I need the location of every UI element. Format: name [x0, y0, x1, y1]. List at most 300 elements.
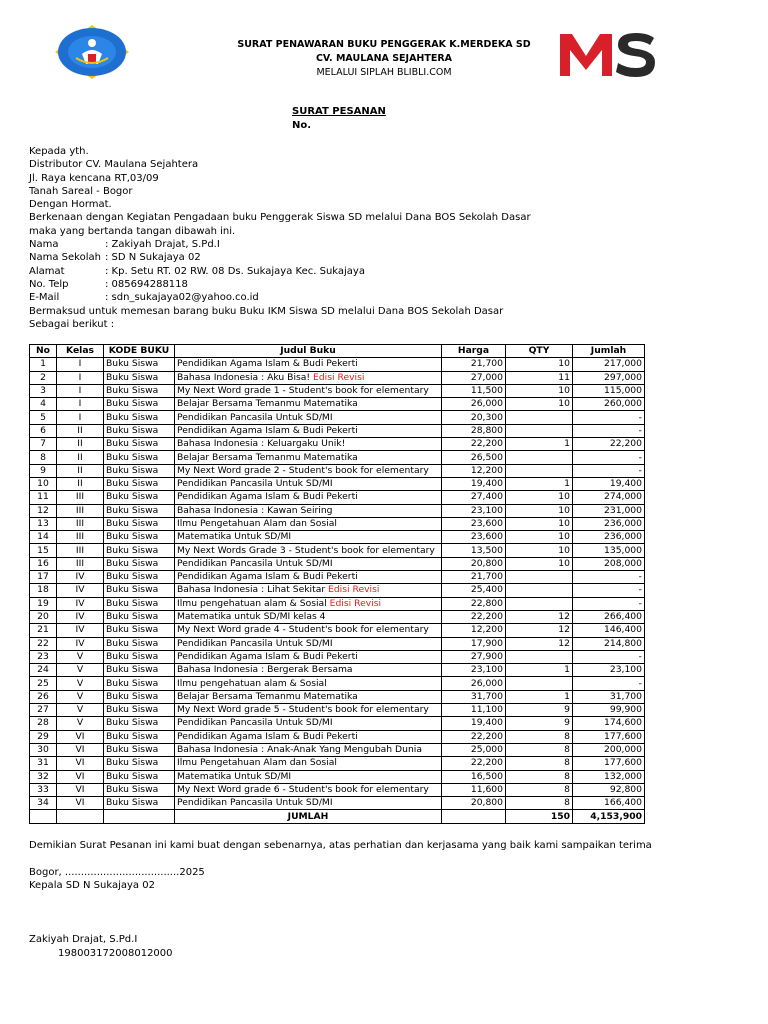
cell-harga: 22,200: [442, 610, 506, 623]
cell-judul-buku: [175, 757, 442, 770]
cell-harga: 27,400: [442, 491, 506, 504]
cell-kode-buku: Buku Siswa: [104, 770, 175, 783]
cell-kelas: VI: [57, 770, 104, 783]
header-kode-buku: KODE BUKU: [104, 345, 175, 358]
address-line: Distributor CV. Maulana Sejahtera: [29, 159, 199, 170]
cell-kelas: I: [57, 398, 104, 411]
cell-judul-buku: [175, 371, 442, 384]
cell-harga: 22,200: [442, 757, 506, 770]
cell-harga: 21,700: [442, 358, 506, 371]
cell-no: 29: [30, 730, 57, 743]
cell-kode-buku: Buku Siswa: [104, 464, 175, 477]
cell-no: 24: [30, 664, 57, 677]
cell-kelas: VI: [57, 743, 104, 756]
cell-judul-buku: [175, 610, 442, 623]
cell-judul-buku: [175, 504, 442, 517]
cell-kode-buku: Buku Siswa: [104, 557, 175, 570]
cell-harga: 16,500: [442, 770, 506, 783]
cell-kode-buku: Buku Siswa: [104, 438, 175, 451]
table-row: [30, 491, 645, 504]
cell-qty: 10: [506, 358, 573, 371]
cell-qty: 12: [506, 637, 573, 650]
field-value-nama: : Zakiyah Drajat, S.Pd.I: [105, 239, 220, 250]
cell-harga: 25,000: [442, 743, 506, 756]
cell-kelas: V: [57, 717, 104, 730]
table-row: [30, 371, 645, 384]
cell-kelas: V: [57, 704, 104, 717]
header-line-1: SURAT PENAWARAN BUKU PENGGERAK K.MERDEKA SD: [237, 39, 531, 50]
cell-qty: 10: [506, 557, 573, 570]
cell-no: 11: [30, 491, 57, 504]
cell-qty: 10: [506, 517, 573, 530]
cell-judul-buku: [175, 464, 442, 477]
table-row: [30, 517, 645, 530]
cell-kelas: V: [57, 677, 104, 690]
table-row: [30, 531, 645, 544]
cell-kelas: III: [57, 491, 104, 504]
cell-harga: 27,000: [442, 371, 506, 384]
cell-no: 31: [30, 757, 57, 770]
cell-qty: 1: [506, 664, 573, 677]
cell-kode-buku: Buku Siswa: [104, 398, 175, 411]
table-row: [30, 571, 645, 584]
cell-qty: [506, 571, 573, 584]
cell-harga: 11,600: [442, 783, 506, 796]
cell-kode-buku: Buku Siswa: [104, 637, 175, 650]
header-judul-buku: Judul Buku: [175, 345, 442, 358]
cell-harga: 27,900: [442, 650, 506, 663]
cell-judul-buku: [175, 491, 442, 504]
judul-text: Ilmu pengehatuan alam & Sosial: [177, 677, 327, 689]
cell-qty: [506, 677, 573, 690]
judul-text: Pendidikan Agama Islam & Budi Pekerti: [177, 650, 358, 662]
cell-no: 15: [30, 544, 57, 557]
cell-no: 17: [30, 571, 57, 584]
table-row: [30, 650, 645, 663]
table-row: [30, 743, 645, 756]
cell-kode-buku: Buku Siswa: [104, 477, 175, 490]
cell-kode-buku: Buku Siswa: [104, 730, 175, 743]
cell-qty: [506, 597, 573, 610]
table-row: [30, 677, 645, 690]
cell-kelas: IV: [57, 610, 104, 623]
judul-text: My Next Word grade 4 - Student's book for elementary: [177, 624, 429, 636]
cell-kelas: V: [57, 664, 104, 677]
cell-harga: 19,400: [442, 477, 506, 490]
cell-harga: 26,500: [442, 451, 506, 464]
header-jumlah: Jumlah: [573, 345, 645, 358]
cell-harga: 20,800: [442, 797, 506, 810]
cell-kelas: III: [57, 517, 104, 530]
cell-harga: 11,100: [442, 704, 506, 717]
cell-qty: 1: [506, 438, 573, 451]
cell-jumlah: 115,000: [573, 384, 645, 397]
document-number: No.: [292, 120, 312, 131]
cell-kode-buku: Buku Siswa: [104, 797, 175, 810]
cell-qty: 8: [506, 743, 573, 756]
cell-no: 5: [30, 411, 57, 424]
total-spacer: [104, 810, 175, 823]
cell-kelas: V: [57, 690, 104, 703]
cell-jumlah: 146,400: [573, 624, 645, 637]
edisi-revisi-note: Edisi Revisi: [313, 371, 365, 383]
cell-jumlah: 214,800: [573, 637, 645, 650]
judul-text: Ilmu Pengetahuan Alam dan Sosial: [177, 518, 337, 529]
cell-harga: 19,400: [442, 717, 506, 730]
cell-kelas: VI: [57, 783, 104, 796]
cell-jumlah: -: [573, 677, 645, 690]
cell-qty: 1: [506, 477, 573, 490]
cell-kelas: V: [57, 650, 104, 663]
table-row: [30, 637, 645, 650]
cell-qty: [506, 451, 573, 464]
cell-judul-buku: [175, 624, 442, 637]
cell-qty: 11: [506, 371, 573, 384]
table-row: [30, 438, 645, 451]
cell-no: 4: [30, 398, 57, 411]
cell-kode-buku: Buku Siswa: [104, 491, 175, 504]
cell-no: 19: [30, 597, 57, 610]
signature-nip: 198003172008012000: [58, 948, 173, 959]
cell-qty: 8: [506, 757, 573, 770]
table-total-row: [30, 810, 645, 823]
cell-judul-buku: [175, 557, 442, 570]
cell-harga: 11,500: [442, 384, 506, 397]
cell-harga: 21,700: [442, 571, 506, 584]
cell-kelas: II: [57, 438, 104, 451]
field-value-telp: : 085694288118: [105, 279, 188, 290]
cell-harga: 23,600: [442, 531, 506, 544]
table-row: [30, 730, 645, 743]
field-label-nama: Nama: [29, 239, 59, 250]
cell-jumlah: 231,000: [573, 504, 645, 517]
cell-no: 28: [30, 717, 57, 730]
cell-kode-buku: Buku Siswa: [104, 624, 175, 637]
cell-qty: 10: [506, 544, 573, 557]
header-line-2: CV. MAULANA SEJAHTERA: [315, 53, 453, 64]
cell-judul-buku: [175, 664, 442, 677]
address-line: Kepada yth.: [29, 146, 89, 157]
cell-no: 2: [30, 371, 57, 384]
cell-qty: 10: [506, 504, 573, 517]
cell-jumlah: 274,000: [573, 491, 645, 504]
judul-text: My Next Word grade 1 - Student's book for elementary: [177, 385, 429, 397]
cell-kelas: III: [57, 531, 104, 544]
table-row: [30, 704, 645, 717]
field-label-sekolah: Nama Sekolah: [29, 252, 101, 263]
total-spacer: [442, 810, 506, 823]
table-row: [30, 384, 645, 397]
address-line: Tanah Sareal - Bogor: [29, 186, 133, 197]
judul-text: Pendidikan Agama Islam & Budi Pekerti: [177, 358, 358, 370]
cell-harga: 26,000: [442, 677, 506, 690]
cell-kode-buku: Buku Siswa: [104, 677, 175, 690]
table-row: [30, 584, 645, 597]
cell-kode-buku: Buku Siswa: [104, 610, 175, 623]
field-label-email: E-Mail: [29, 292, 60, 303]
cell-no: 21: [30, 624, 57, 637]
cell-jumlah: -: [573, 571, 645, 584]
cell-no: 34: [30, 797, 57, 810]
signature-name: Zakiyah Drajat, S.Pd.I: [29, 934, 138, 945]
cell-judul-buku: [175, 571, 442, 584]
cell-harga: 22,800: [442, 597, 506, 610]
cell-judul-buku: [175, 584, 442, 597]
cell-jumlah: -: [573, 464, 645, 477]
table-row: [30, 424, 645, 437]
cell-no: 33: [30, 783, 57, 796]
cell-kode-buku: Buku Siswa: [104, 571, 175, 584]
total-spacer: [57, 810, 104, 823]
cell-jumlah: -: [573, 451, 645, 464]
cell-no: 13: [30, 517, 57, 530]
cell-no: 9: [30, 464, 57, 477]
cell-judul-buku: [175, 743, 442, 756]
cell-kode-buku: Buku Siswa: [104, 664, 175, 677]
cell-kelas: II: [57, 424, 104, 437]
cell-qty: 8: [506, 797, 573, 810]
cell-qty: 9: [506, 717, 573, 730]
purpose-line: Sebagai berikut :: [29, 319, 115, 330]
cell-kelas: I: [57, 384, 104, 397]
cell-harga: 31,700: [442, 690, 506, 703]
cell-judul-buku: [175, 411, 442, 424]
cell-judul-buku: [175, 704, 442, 717]
cell-kelas: VI: [57, 730, 104, 743]
judul-text: My Next Word grade 2 - Student's book for elementary: [177, 464, 429, 476]
table-row: [30, 358, 645, 371]
judul-text: Pendidikan Pancasila Untuk SD/MI: [177, 797, 333, 809]
address-line: maka yang bertanda tangan dibawah ini.: [29, 226, 236, 237]
field-label-alamat: Alamat: [29, 266, 65, 277]
table-body: [30, 358, 645, 810]
cell-no: 12: [30, 504, 57, 517]
field-value-alamat: : Kp. Setu RT. 02 RW. 08 Ds. Sukajaya Kec. Sukajaya: [105, 266, 365, 277]
cell-kelas: IV: [57, 571, 104, 584]
table-header-row: [30, 345, 645, 358]
table-row: [30, 783, 645, 796]
table-row: [30, 451, 645, 464]
cell-jumlah: 99,900: [573, 704, 645, 717]
cell-judul-buku: [175, 677, 442, 690]
judul-text: Ilmu pengehatuan alam & Sosial: [177, 597, 330, 609]
total-jumlah: 4,153,900: [573, 810, 645, 823]
cell-qty: 10: [506, 491, 573, 504]
cell-judul-buku: [175, 770, 442, 783]
header-kelas: Kelas: [57, 345, 104, 358]
judul-text: Matematika untuk SD/MI kelas 4: [177, 611, 326, 623]
cell-qty: [506, 650, 573, 663]
judul-text: Ilmu Pengetahuan Alam dan Sosial: [177, 757, 337, 769]
cell-harga: 20,800: [442, 557, 506, 570]
cell-jumlah: 22,200: [573, 438, 645, 451]
cell-judul-buku: [175, 451, 442, 464]
cell-jumlah: 135,000: [573, 544, 645, 557]
address-line: Berkenaan dengan Kegiatan Pengadaan buku Penggerak Siswa SD melalui Dana BOS Sekolah Dasar: [29, 212, 531, 223]
header-harga: Harga: [442, 345, 506, 358]
cell-harga: 23,600: [442, 517, 506, 530]
total-label: JUMLAH: [175, 810, 442, 823]
cell-kelas: II: [57, 464, 104, 477]
cell-kode-buku: Buku Siswa: [104, 358, 175, 371]
orders-table: [29, 344, 645, 824]
cell-no: 22: [30, 637, 57, 650]
judul-text: Pendidikan Pancasila Untuk SD/MI: [177, 478, 333, 490]
cell-judul-buku: [175, 730, 442, 743]
cell-kode-buku: Buku Siswa: [104, 717, 175, 730]
cell-judul-buku: [175, 690, 442, 703]
cell-jumlah: 177,600: [573, 757, 645, 770]
cell-jumlah: 200,000: [573, 743, 645, 756]
judul-text: Matematika Untuk SD/MI: [177, 770, 292, 782]
cell-jumlah: -: [573, 650, 645, 663]
cell-kelas: VI: [57, 797, 104, 810]
cell-kode-buku: Buku Siswa: [104, 384, 175, 397]
cell-kode-buku: Buku Siswa: [104, 411, 175, 424]
cell-jumlah: 297,000: [573, 371, 645, 384]
cell-qty: 8: [506, 783, 573, 796]
cell-kode-buku: Buku Siswa: [104, 650, 175, 663]
cell-qty: 10: [506, 531, 573, 544]
table-row: [30, 597, 645, 610]
header-no: No: [30, 345, 57, 358]
cell-kode-buku: Buku Siswa: [104, 504, 175, 517]
cell-qty: 12: [506, 624, 573, 637]
cell-judul-buku: [175, 477, 442, 490]
table-row: [30, 664, 645, 677]
cell-jumlah: 166,400: [573, 797, 645, 810]
cell-kelas: I: [57, 371, 104, 384]
judul-text: Bahasa Indonesia : Kawan Seiring: [177, 504, 333, 516]
judul-text: My Next Word grade 6 - Student's book for elementary: [177, 783, 429, 795]
cell-harga: 25,400: [442, 584, 506, 597]
cell-no: 8: [30, 451, 57, 464]
cell-kelas: II: [57, 451, 104, 464]
field-value-email: : sdn_sukajaya02@yahoo.co.id: [105, 292, 259, 303]
cell-jumlah: -: [573, 411, 645, 424]
field-label-telp: No. Telp: [29, 279, 69, 290]
cell-harga: 12,200: [442, 464, 506, 477]
cell-harga: 22,200: [442, 730, 506, 743]
table-row: [30, 411, 645, 424]
cell-judul-buku: [175, 783, 442, 796]
cell-qty: 1: [506, 690, 573, 703]
table-row: [30, 398, 645, 411]
cell-no: 23: [30, 650, 57, 663]
cell-kode-buku: Buku Siswa: [104, 597, 175, 610]
cell-no: 16: [30, 557, 57, 570]
judul-text: Pendidikan Pancasila Untuk SD/MI: [177, 717, 333, 729]
header-qty: QTY: [506, 345, 573, 358]
cell-harga: 17,900: [442, 637, 506, 650]
cell-judul-buku: [175, 637, 442, 650]
cell-no: 30: [30, 743, 57, 756]
cell-jumlah: 132,000: [573, 770, 645, 783]
header-line-3: MELALUI SIPLAH BLIBLI.COM: [316, 67, 452, 78]
judul-text: Belajar Bersama Temanmu Matematika: [177, 451, 358, 463]
cell-judul-buku: [175, 517, 442, 530]
table-row: [30, 690, 645, 703]
cell-qty: 12: [506, 610, 573, 623]
cell-harga: 23,100: [442, 664, 506, 677]
table-row: [30, 504, 645, 517]
cell-kelas: III: [57, 544, 104, 557]
cell-harga: 22,200: [442, 438, 506, 451]
table-row: [30, 544, 645, 557]
table-row: [30, 477, 645, 490]
cell-qty: 9: [506, 704, 573, 717]
cell-jumlah: 31,700: [573, 690, 645, 703]
cell-qty: [506, 584, 573, 597]
cell-judul-buku: [175, 398, 442, 411]
judul-text: Matematika Untuk SD/MI: [177, 531, 292, 543]
table-row: [30, 624, 645, 637]
cell-no: 27: [30, 704, 57, 717]
cell-harga: 20,300: [442, 411, 506, 424]
cell-qty: [506, 464, 573, 477]
cell-jumlah: 217,000: [573, 358, 645, 371]
address-line: Jl. Raya kencana RT,03/09: [29, 173, 159, 184]
cell-kode-buku: Buku Siswa: [104, 757, 175, 770]
cell-no: 1: [30, 358, 57, 371]
cell-judul-buku: [175, 384, 442, 397]
cell-jumlah: 92,800: [573, 783, 645, 796]
total-spacer: [30, 810, 57, 823]
cell-no: 14: [30, 531, 57, 544]
judul-text: Bahasa Indonesia : Anak-Anak Yang Mengubah Dunia: [177, 744, 422, 756]
judul-text: Pendidikan Agama Islam & Budi Pekerti: [177, 491, 358, 503]
cell-kode-buku: Buku Siswa: [104, 690, 175, 703]
cell-judul-buku: [175, 438, 442, 451]
field-value-sekolah: : SD N Sukajaya 02: [105, 252, 201, 263]
cell-jumlah: 266,400: [573, 610, 645, 623]
cell-kode-buku: Buku Siswa: [104, 371, 175, 384]
cell-kelas: III: [57, 504, 104, 517]
cell-kelas: IV: [57, 584, 104, 597]
cell-kode-buku: Buku Siswa: [104, 424, 175, 437]
cell-qty: [506, 411, 573, 424]
cell-jumlah: 260,000: [573, 398, 645, 411]
judul-text: Bahasa Indonesia : Aku Bisa!: [177, 371, 314, 383]
cell-jumlah: 177,600: [573, 730, 645, 743]
judul-text: Belajar Bersama Temanmu Matematika: [177, 690, 358, 702]
cell-jumlah: 174,600: [573, 717, 645, 730]
cell-kelas: I: [57, 411, 104, 424]
cell-qty: 10: [506, 398, 573, 411]
cell-judul-buku: [175, 358, 442, 371]
cell-harga: 13,500: [442, 544, 506, 557]
cell-kode-buku: Buku Siswa: [104, 743, 175, 756]
cell-no: 32: [30, 770, 57, 783]
cell-no: 7: [30, 438, 57, 451]
cell-no: 18: [30, 584, 57, 597]
cell-jumlah: 236,000: [573, 517, 645, 530]
cell-judul-buku: [175, 797, 442, 810]
cell-qty: [506, 424, 573, 437]
cell-qty: 8: [506, 730, 573, 743]
signature-role: Kepala SD N Sukajaya 02: [29, 880, 155, 891]
table-row: [30, 770, 645, 783]
cell-no: 6: [30, 424, 57, 437]
cell-judul-buku: [175, 531, 442, 544]
total-qty: 150: [506, 810, 573, 823]
purpose-line: Bermaksud untuk memesan barang buku Buku IKM Siswa SD melalui Dana BOS Sekolah Dasar: [29, 306, 504, 317]
cell-jumlah: 19,400: [573, 477, 645, 490]
cell-kode-buku: Buku Siswa: [104, 584, 175, 597]
cell-judul-buku: [175, 650, 442, 663]
cell-harga: 23,100: [442, 504, 506, 517]
cell-kelas: IV: [57, 624, 104, 637]
